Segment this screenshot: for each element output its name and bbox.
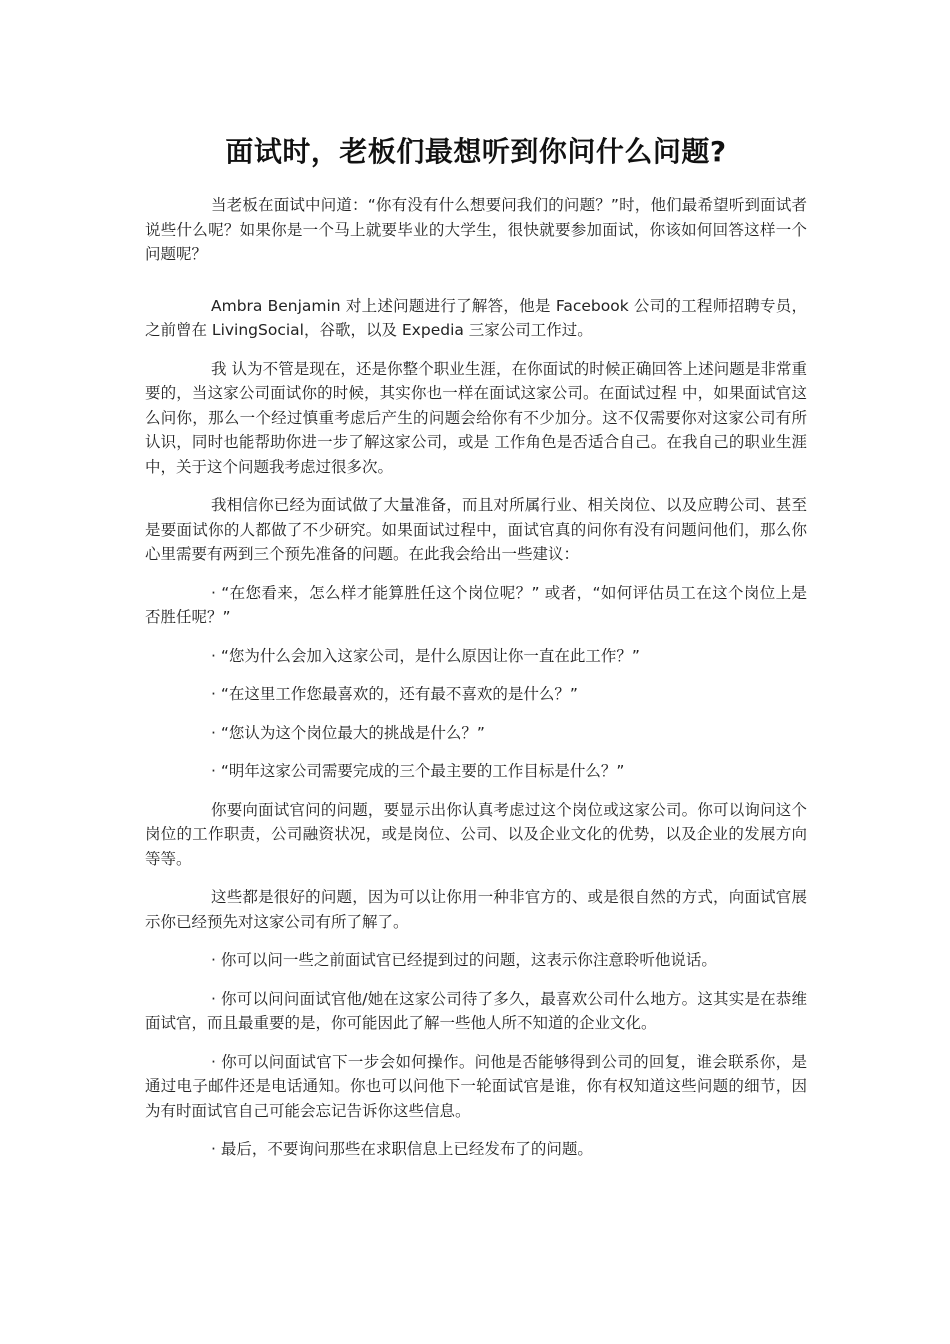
document-page — [145, 0, 807, 1162]
list-item: · “您为什么会加入这家公司，是什么原因让你一直在此工作？” — [211, 646, 640, 665]
paragraph-advice: 你要向面试官问的问题，要显示出你认真考虑过这个岗位或这家公司。你可以询问这个岗位的工作职责，公司融资状况，或是岗位、公司、以及企业文化的优势，以及企业的发展方向等等。 — [145, 800, 807, 868]
paragraph-text: 当老板在 — [211, 196, 274, 214]
paragraph-good-questions: 这些都是很好的问题，因为可以让你用一种非官方的、或是很自然的方式，向面试官展示你已经预先对这家公司有所了解了。 — [145, 888, 807, 931]
paragraph-ambra: Ambra Benjamin 对上述问题进行了解答，他是 Facebook 公司的工程师招聘专员，之前曾在 LivingSocial，谷歌，以及 Expedia 三家公司工作过。 — [145, 296, 807, 339]
paragraph-preparation: 我相信你已经为面试做了大量准备，而且对所属行业、相关岗位、以及应聘公司、甚至是要面试你的人都做了不少研究。如果面试过程中，面试官真的问你有没有问题问他们，那么你心里需要有两到三个预先准备的问题。在此我会给出一些建议： — [145, 496, 807, 563]
list-item: · “在这里工作您最喜欢的，还有最不喜欢的是什么？” — [211, 685, 578, 703]
list-item: · 你可以问一些之前面试官已经提到过的问题，这表示你注意聆听他说话。 — [211, 951, 717, 969]
article-title: 面试时，老板们最想听到你问什么问题? — [225, 135, 727, 168]
list-item: · 你可以问问面试官他/她在这家公司待了多久，最喜欢公司什么地方。这其实是在恭维面试官，而且最重要的是，你可能因此了解一些他人所不知道的企业文化。 — [145, 989, 807, 1032]
list-item: · “明年这家公司需要完成的三个最主要的工作目标是什么？” — [211, 762, 625, 780]
keyword-interview-link[interactable]: 面试 — [273, 196, 306, 214]
list-item-last — [145, 1137, 807, 1162]
list-item: · 你可以问面试官下一步会如何操作。问他是否能够得到公司的回复，谁会联系你，是通过电子邮件还是电话通知。你也可以问他下一轮面试官是谁，你有权知道这些问题的细节，因为有时面试官自己可能会忘记告诉你这些信息。 — [145, 1052, 807, 1120]
paragraph-importance: 我 认为不管是现在，还是你整个职业生涯，在你面试的时候正确回答上述问题是非常重要的，当这家公司面试你的时候，其实你也一样在面试这家公司。在面试过程 中，如果面试官这么问你，那么一个经过慎重考虑后产生的问题会给你有不少加分。这不仅需要你对这家公司有所认识，同时也能帮助你进一步了解这家公司，或是 工作角色是否适合自己。在我自己的职业生涯中，关于这个问题我考虑过很多次。 — [145, 359, 807, 476]
paragraph-intro — [145, 193, 807, 267]
paragraph-text: · 最后，不要询问那些在 — [211, 1140, 376, 1158]
list-item: · “您认为这个岗位最大的挑战是什么？” — [211, 723, 485, 742]
paragraph-text: 息上已经发布了的问题。 — [422, 1140, 593, 1158]
list-item: · “在您看来，怎么样才能算胜任这个岗位呢？” 或者，“如何评估员工在这个岗位上是否胜任呢？” — [145, 583, 807, 626]
keyword-job-info-link[interactable]: 求职信 — [375, 1140, 423, 1158]
paragraph-text: 中问道：“你有没有什么想要问我们的问题？”时，他们最希望听到面试者说些什么呢？如果你是一个马上就要毕业的大学生，很快就要参加面试，你该如何回答这样一个问题呢？ — [145, 196, 807, 263]
